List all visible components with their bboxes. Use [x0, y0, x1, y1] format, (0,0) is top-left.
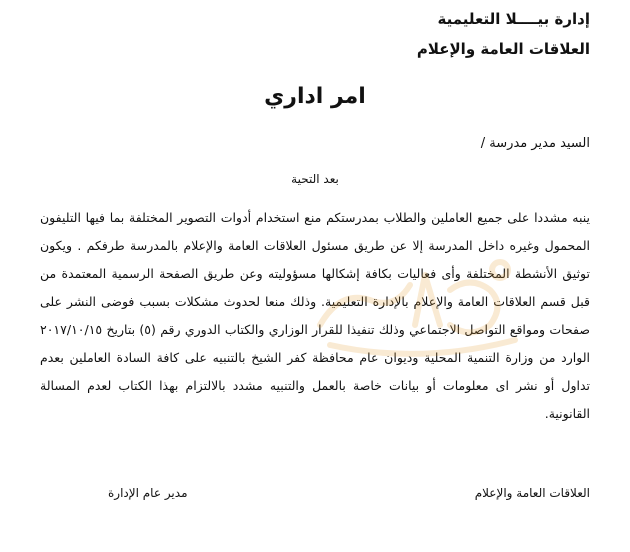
page-title: امر اداري — [264, 84, 366, 109]
signature-general-director: مدير عام الإدارة — [108, 486, 188, 500]
signature-public-relations: العلاقات العامة والإعلام — [474, 486, 590, 500]
greeting-line: بعد التحية — [291, 172, 339, 186]
addressee-line: السيد مدير مدرسة / — [480, 136, 590, 151]
directorate-name: إدارة بيــــلا التعليمية — [437, 10, 590, 28]
department-name: العلاقات العامة والإعلام — [416, 40, 590, 58]
body-paragraph: ينبه مشددا على جميع العاملين والطلاب بمدرستكم منع استخدام أدوات التصوير المختلفة بما فيها التليفون المحمول وغيره داخل المدرسة إلا عن طريق مسئول العلاقات العامة والإعلام بالمدرسة طرفكم . ويكون توثيق الأنشطة المختلفة وأى فعاليات بكافة إشكالها مسؤوليته وعن طريق الصفحة الرسمية المعتمدة من قبل قسم العلاقات العامة والإعلام بالإدارة التعليمية. وذلك منعا لحدوث مشكلات بسبب فوضى النشر على صفحات ومواقع التواصل الاجتماعي وذلك تنفيذا للقرار الوزاري والكتاب الدوري رقم (٥) بتاريخ ٢٠١٧/١٠/١٥ الوارد من وزارة التنمية المحلية وديوان عام محافظة كفر الشيخ بالتنبيه على كافة السادة العاملين بعدم تداول أو نشر اى معلومات أو بيانات خاصة بالعمل والتنبيه مشدد بالالتزام بهذا الكتاب لعدم المسالة القانونية. — [40, 210, 590, 421]
